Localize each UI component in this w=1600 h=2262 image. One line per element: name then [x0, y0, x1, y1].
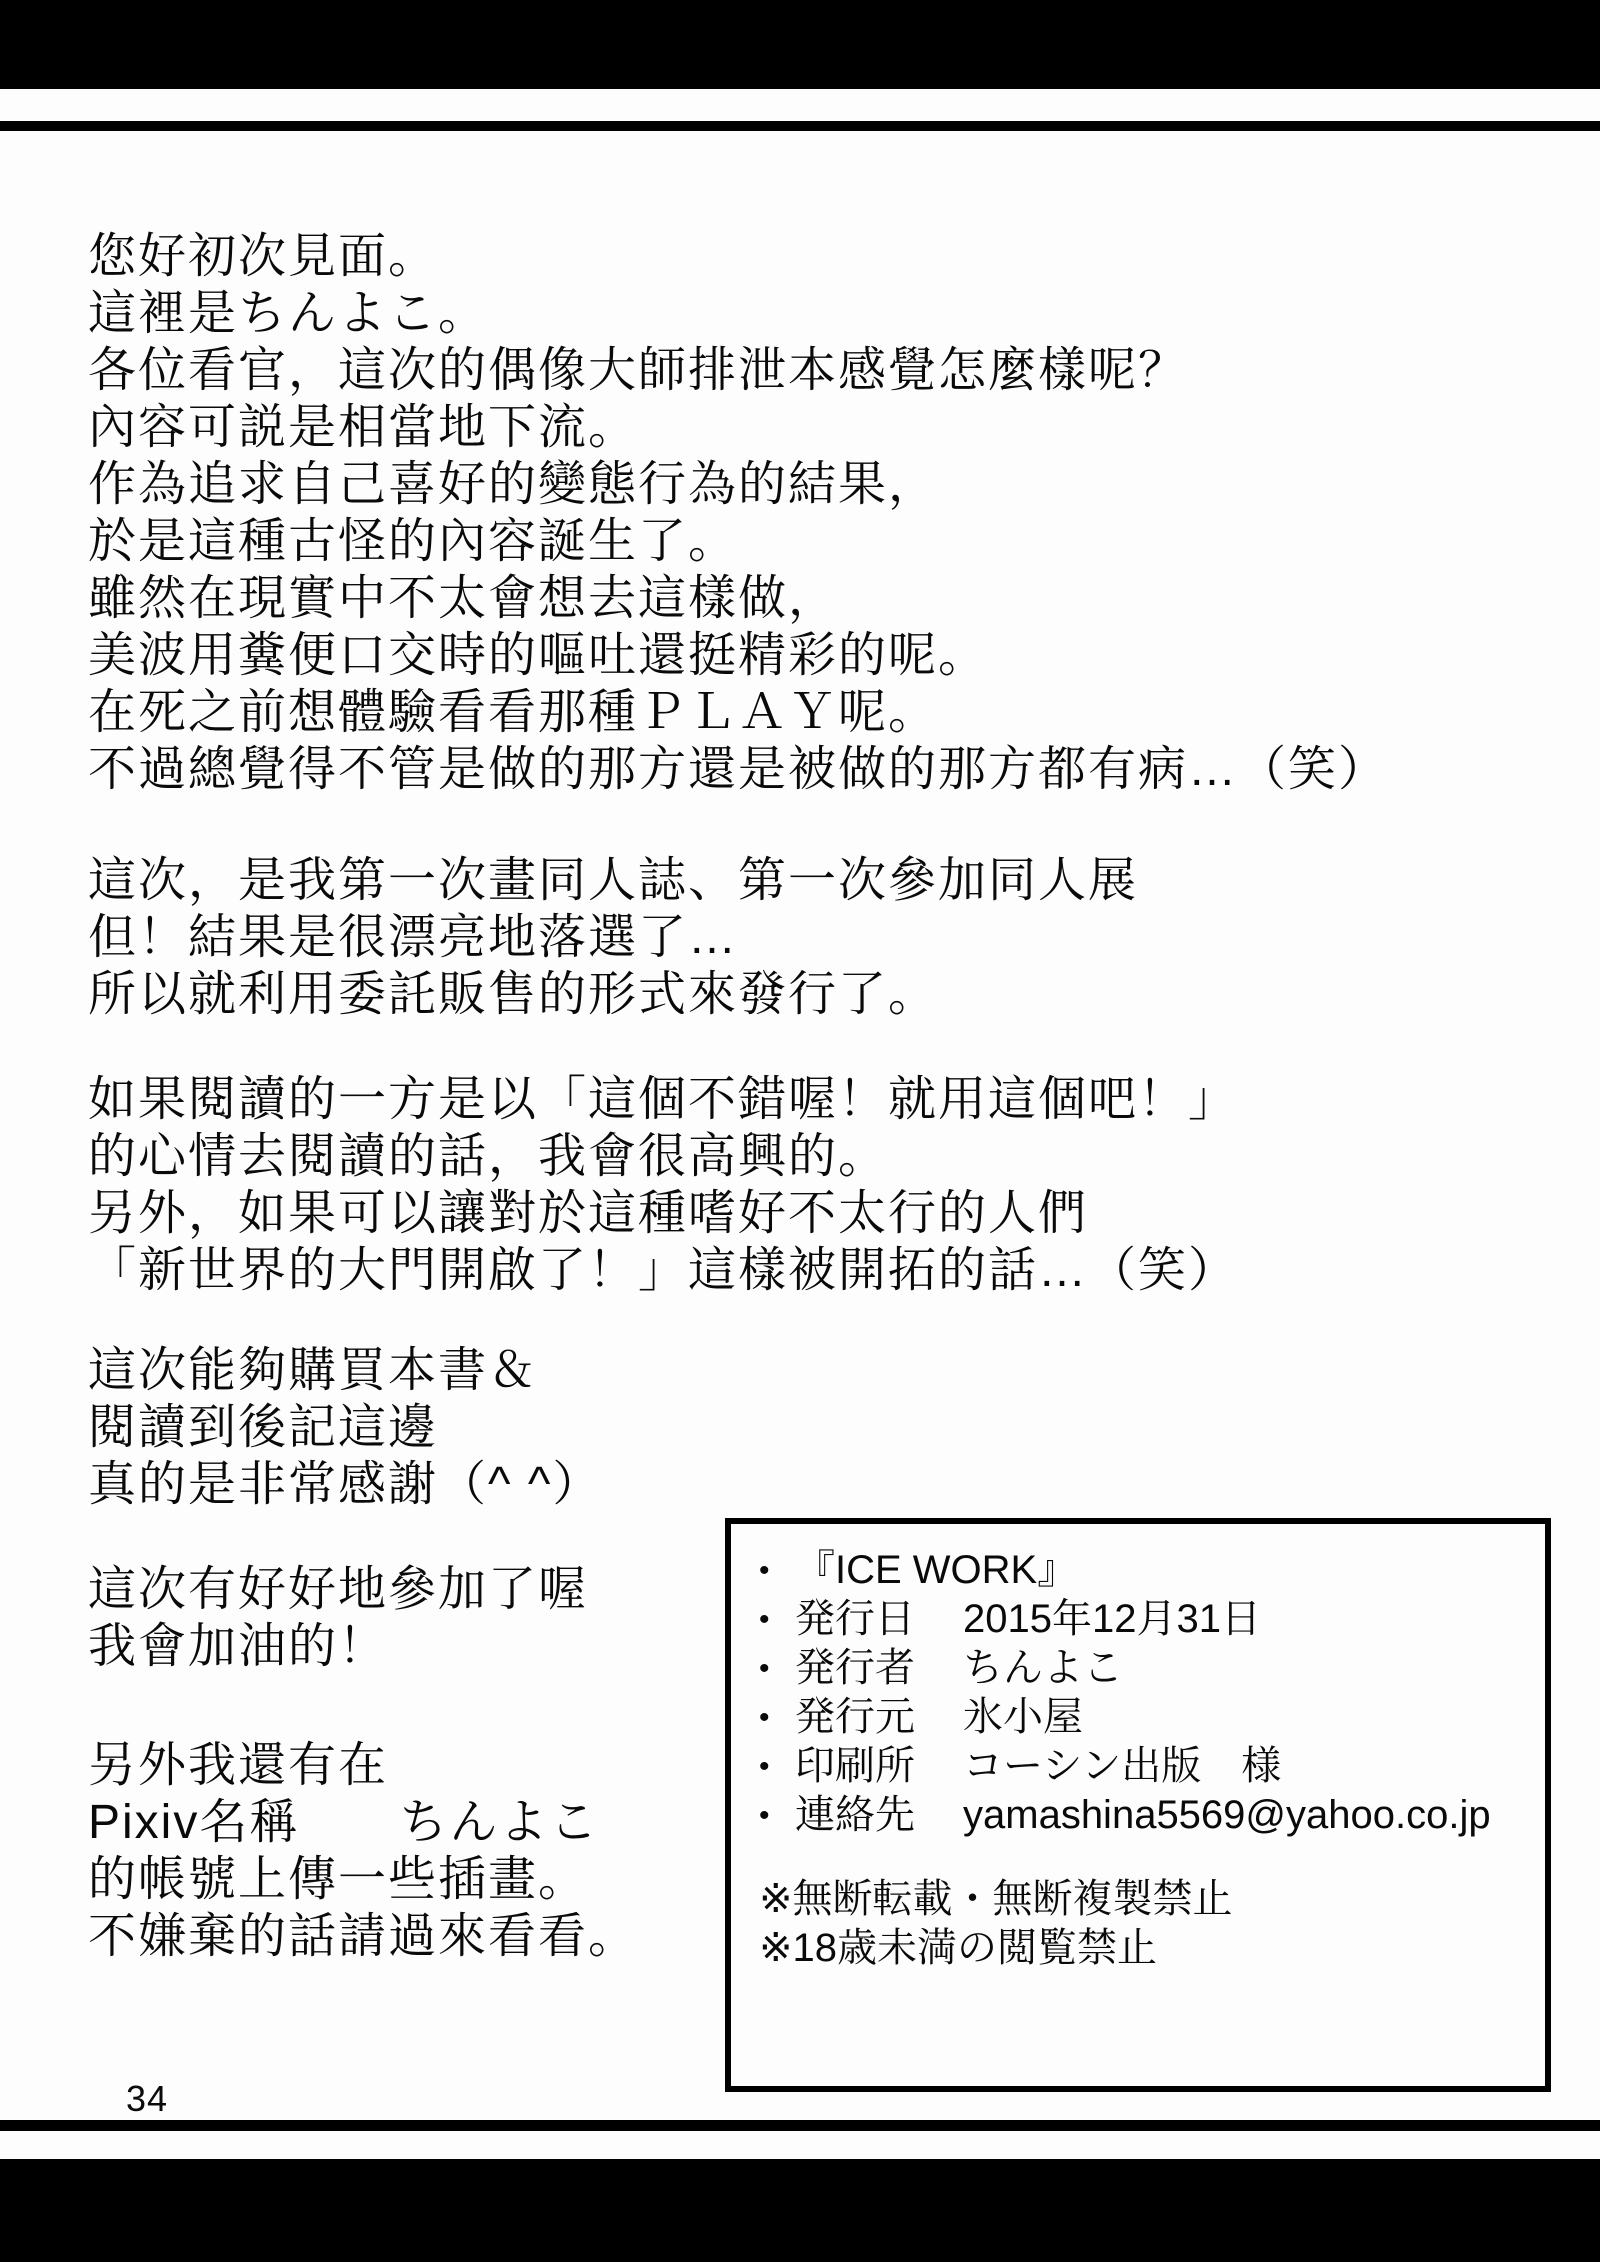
colophon-row: [759, 1595, 1545, 1644]
text-line: 這裡是ちんよこ。: [88, 287, 489, 340]
text-line: 您好初次見面。: [88, 230, 439, 283]
colophon-value: yamashina5569@yahoo.co.jp: [963, 1793, 1491, 1837]
colophon-label: 発行日: [795, 1597, 915, 1641]
text-line: 作為追求自己喜好的變態行為的結果，: [88, 458, 939, 511]
colophon-rows: [759, 1595, 1545, 1840]
colophon-box: [725, 1518, 1551, 2092]
bullet-icon: •: [759, 1701, 770, 1734]
afterword-paragraph-first-doujin: [88, 852, 1138, 1023]
afterword-paragraph-participation: [88, 1561, 588, 1675]
colophon-value: 氷小屋: [963, 1695, 1083, 1739]
colophon-value: コーシン出版 様: [963, 1744, 1282, 1788]
bottom-rule-line: [0, 2120, 1600, 2131]
text-line: 這次能夠購買本書＆: [88, 1344, 539, 1397]
colophon-row: [759, 1742, 1545, 1791]
colophon-title-line: [759, 1546, 1545, 1595]
text-line: Pixiv名稱 ちんよこ: [88, 1796, 600, 1849]
text-line: 各位看官，這次的偶像大師排泄本感覺怎麼樣呢？: [88, 344, 1189, 397]
colophon-notes: [759, 1875, 1545, 1973]
text-line: 這次，是我第一次畫同人誌、第一次參加同人展: [88, 854, 1139, 907]
text-line: 真的是非常感謝（^ ^）: [88, 1458, 603, 1511]
top-black-bar: [0, 0, 1600, 89]
text-line: 的帳號上傳一些插畫。: [88, 1853, 589, 1906]
afterword-paragraph-pixiv: [88, 1737, 638, 1965]
text-line: 這次有好好地參加了喔: [88, 1563, 589, 1616]
text-line: 所以就利用委託販售的形式來發行了。: [88, 968, 939, 1021]
text-line: 我會加油的！: [88, 1620, 389, 1673]
text-line: 但！結果是很漂亮地落選了…: [88, 911, 739, 964]
colophon-note: ※18歳未満の閲覧禁止: [759, 1926, 1158, 1970]
colophon-value: 2015年12月31日: [963, 1597, 1261, 1641]
colophon-note: ※無断転載・無断複製禁止: [759, 1877, 1233, 1921]
text-line: 「新世界的大門開啟了！」這樣被開拓的話…（笑）: [88, 1244, 1239, 1297]
bullet-icon: •: [759, 1652, 770, 1685]
text-line: 另外，如果可以讓對於這種嗜好不太行的人們: [88, 1187, 1089, 1240]
bottom-black-bar: [0, 2159, 1600, 2262]
text-line: 的心情去閱讀的話，我會很高興的。: [88, 1130, 889, 1183]
text-line: 美波用糞便口交時的嘔吐還挺精彩的呢。: [88, 629, 989, 682]
colophon-row: [759, 1791, 1545, 1840]
bullet-icon: •: [759, 1799, 770, 1832]
text-line: 在死之前想體驗看看那種ＰＬＡＹ呢。: [88, 686, 939, 739]
text-line: 不嫌棄的話請過來看看。: [88, 1910, 639, 1963]
bullet-icon: •: [759, 1554, 770, 1587]
colophon-label: 印刷所: [795, 1744, 915, 1788]
afterword-paragraph-thanks: [88, 1342, 602, 1513]
text-line: 另外我還有在: [88, 1739, 389, 1792]
text-line: 不過總覺得不管是做的那方還是被做的那方都有病…（笑）: [88, 743, 1389, 796]
colophon-label: 発行者: [795, 1646, 915, 1690]
colophon-row: [759, 1644, 1545, 1693]
book-title: 『ICE WORK』: [795, 1548, 1078, 1592]
text-line: 雖然在現實中不太會想去這樣做，: [88, 572, 839, 625]
afterword-paragraph-greeting: [88, 228, 1388, 798]
colophon-label: 発行元: [795, 1695, 915, 1739]
bullet-icon: •: [759, 1750, 770, 1783]
text-line: 內容可説是相當地下流。: [88, 401, 639, 454]
afterword-paragraph-reader-hopes: [88, 1071, 1238, 1299]
text-line: 如果閱讀的一方是以「這個不錯喔！就用這個吧！」: [88, 1073, 1239, 1126]
colophon-spacer: [759, 1840, 1545, 1875]
page-number: 34: [126, 2078, 169, 2119]
text-line: 閱讀到後記這邊: [88, 1401, 439, 1454]
bullet-icon: •: [759, 1603, 770, 1636]
colophon-row: [759, 1693, 1545, 1742]
text-line: 於是這種古怪的內容誕生了。: [88, 515, 739, 568]
top-rule-line: [0, 121, 1600, 131]
colophon-value: ちんよこ: [963, 1646, 1123, 1690]
colophon-label: 連絡先: [795, 1793, 915, 1837]
